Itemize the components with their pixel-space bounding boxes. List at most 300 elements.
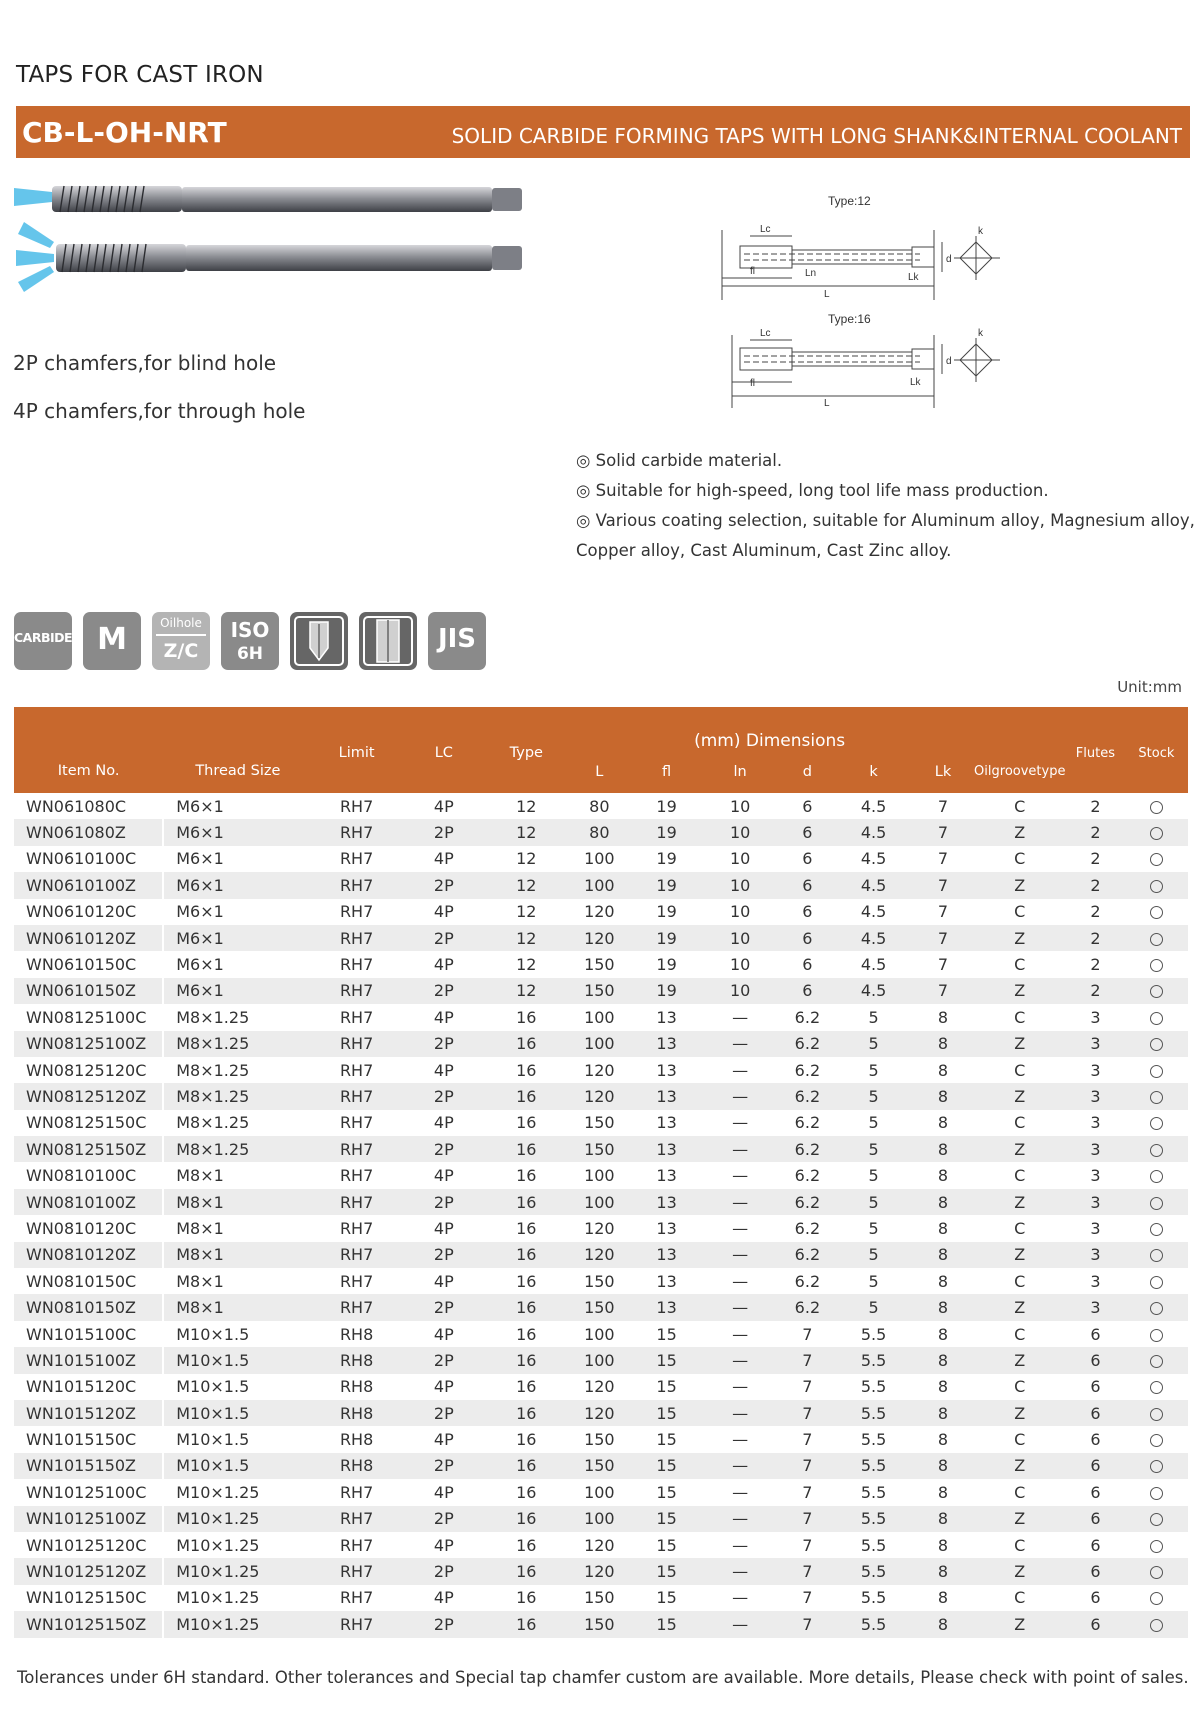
- table-cell: RH7: [312, 1242, 400, 1268]
- table-row: [14, 1558, 1188, 1584]
- stock-cell: [1125, 1585, 1188, 1611]
- table-cell: M8×1.25: [163, 1136, 312, 1162]
- table-cell: 15: [633, 1400, 700, 1426]
- table-cell: WN08125120C: [14, 1057, 163, 1083]
- table-cell: 150: [566, 1294, 633, 1320]
- svg-text:d: d: [946, 356, 952, 367]
- table-row: [14, 1479, 1188, 1505]
- table-cell: 16: [516, 1324, 537, 1344]
- table-cell: Z: [974, 1506, 1066, 1532]
- table-cell: 150: [584, 1271, 615, 1291]
- table-cell: —: [700, 1189, 780, 1215]
- table-cell: WN0610100Z: [14, 872, 163, 898]
- svg-text:k: k: [978, 328, 983, 339]
- table-cell: —: [700, 1558, 780, 1584]
- table-cell: 2P: [401, 1611, 487, 1637]
- table-cell: RH7: [312, 819, 400, 845]
- col-k: k: [835, 751, 913, 793]
- table-cell: WN10125120C: [14, 1532, 163, 1558]
- table-cell: —: [700, 1506, 780, 1532]
- stock-cell: [1125, 1162, 1188, 1188]
- col-flutes: Flutes: [1066, 707, 1125, 793]
- table-cell: RH7: [339, 1218, 374, 1238]
- table-cell: RH7: [339, 1113, 374, 1133]
- circle-icon: [1150, 1329, 1163, 1342]
- table-cell: RH7: [312, 1558, 400, 1584]
- table-cell: —: [732, 1166, 749, 1186]
- table-cell: 13: [656, 1007, 677, 1027]
- table-cell: 6: [1090, 1377, 1101, 1397]
- table-cell: 4.5: [860, 849, 887, 869]
- table-cell: Z: [974, 1558, 1066, 1584]
- table-cell: 7: [802, 1588, 813, 1608]
- table-cell: RH7: [339, 849, 374, 869]
- table-cell: 3: [1066, 1083, 1125, 1109]
- table-cell: Z: [974, 1242, 1066, 1268]
- table-cell: Z: [974, 978, 1066, 1004]
- stock-cell: [1125, 1136, 1188, 1162]
- table-cell: 3: [1090, 1113, 1101, 1133]
- table-cell: —: [700, 1031, 780, 1057]
- table-cell: 19: [656, 902, 677, 922]
- table-cell: 150: [584, 1430, 615, 1450]
- feature-item: ◎ Solid carbide material.: [576, 451, 783, 470]
- table-cell: RH7: [339, 1166, 374, 1186]
- table-cell: WN10125120Z: [14, 1558, 163, 1584]
- table-cell: 13: [656, 1218, 677, 1238]
- table-cell: 15: [656, 1377, 677, 1397]
- carbide-icon: CARBIDE: [14, 612, 72, 670]
- table-cell: M8×1: [163, 1189, 312, 1215]
- circle-icon: [1150, 933, 1163, 946]
- table-row: [14, 1110, 1188, 1136]
- circle-icon: [1150, 827, 1163, 840]
- table-cell: —: [732, 1007, 749, 1027]
- table-cell: 5: [835, 1031, 913, 1057]
- tap-4p-image: [14, 178, 524, 218]
- table-cell: 4P: [433, 1166, 454, 1186]
- table-cell: —: [700, 1453, 780, 1479]
- table-cell: RH7: [312, 1189, 400, 1215]
- stock-cell: [1125, 1479, 1188, 1505]
- table-cell: —: [732, 1535, 749, 1555]
- table-cell: Z: [974, 1453, 1066, 1479]
- table-cell: 4P: [433, 955, 454, 975]
- table-cell: —: [700, 1136, 780, 1162]
- table-cell: 12: [516, 955, 537, 975]
- table-cell: 6: [1066, 1506, 1125, 1532]
- table-cell: 2P: [401, 819, 487, 845]
- circle-icon: [1150, 880, 1163, 893]
- table-cell: M8×1: [163, 1242, 312, 1268]
- table-cell: —: [700, 1242, 780, 1268]
- table-cell: 19: [633, 925, 700, 951]
- stock-cell: [1125, 1057, 1188, 1083]
- stock-cell: [1125, 1031, 1188, 1057]
- table-cell: 16: [516, 1430, 537, 1450]
- table-cell: C: [1014, 1324, 1026, 1344]
- circle-icon: [1150, 1355, 1163, 1368]
- table-cell: C: [1014, 1482, 1026, 1502]
- table-cell: RH7: [339, 955, 374, 975]
- table-cell: 2P: [401, 1347, 487, 1373]
- table-cell: C: [1014, 1377, 1026, 1397]
- blind-hole-icon: [290, 612, 348, 670]
- table-cell: 16: [487, 1506, 566, 1532]
- table-cell: —: [732, 1588, 749, 1608]
- chamfer-4p-label: 4P chamfers,for through hole: [13, 399, 306, 423]
- circle-icon: [1150, 853, 1163, 866]
- svg-text:fl: fl: [750, 378, 755, 389]
- table-cell: 8: [937, 1430, 949, 1450]
- table-cell: 2P: [401, 1558, 487, 1584]
- diagram-type16-label: Type:16: [828, 312, 871, 326]
- table-cell: —: [700, 1347, 780, 1373]
- table-cell: 16: [516, 1482, 537, 1502]
- table-cell: WN08125100Z: [14, 1031, 163, 1057]
- table-cell: 15: [656, 1588, 677, 1608]
- table-cell: 16: [516, 1007, 537, 1027]
- circle-icon: [1150, 1540, 1163, 1553]
- table-cell: 4P: [433, 1218, 454, 1238]
- table-cell: 4P: [433, 1007, 454, 1027]
- table-cell: 8: [912, 1083, 973, 1109]
- table-cell: Z: [974, 1083, 1066, 1109]
- circle-icon: [1150, 1619, 1163, 1632]
- table-cell: WN1015150Z: [14, 1453, 163, 1479]
- table-cell: 5.5: [835, 1611, 913, 1637]
- table-cell: 7: [937, 902, 949, 922]
- table-cell: WN08125100C: [14, 1004, 163, 1030]
- svg-text:fl: fl: [750, 266, 755, 277]
- table-cell: 8: [937, 1007, 949, 1027]
- stock-cell: [1125, 899, 1188, 925]
- circle-icon: [1150, 1170, 1163, 1183]
- category-heading: TAPS FOR CAST IRON: [16, 62, 264, 88]
- circle-icon: [1150, 1513, 1163, 1526]
- table-cell: 6: [1066, 1347, 1125, 1373]
- table-cell: M8×1: [163, 1294, 312, 1320]
- tap-outline-type16: [732, 335, 942, 408]
- table-cell: 6.2: [794, 1218, 821, 1238]
- table-cell: 6: [1066, 1400, 1125, 1426]
- table-cell: 2P: [401, 1136, 487, 1162]
- table-row: [14, 846, 1188, 872]
- stock-cell: [1125, 1558, 1188, 1584]
- table-cell: M8×1: [176, 1166, 224, 1186]
- table-row: [14, 1136, 1188, 1162]
- specification-table: [14, 707, 1188, 1638]
- col-ln: ln: [700, 751, 780, 793]
- stock-cell: [1125, 1400, 1188, 1426]
- table-cell: 3: [1066, 1294, 1125, 1320]
- table-cell: RH7: [339, 1482, 374, 1502]
- table-cell: 19: [656, 796, 677, 816]
- table-cell: 16: [487, 1347, 566, 1373]
- table-cell: 2P: [401, 925, 487, 951]
- table-cell: C: [1014, 1430, 1026, 1450]
- table-cell: 8: [912, 1189, 973, 1215]
- table-cell: —: [732, 1430, 749, 1450]
- table-cell: 6: [802, 796, 813, 816]
- table-cell: RH7: [312, 1136, 400, 1162]
- table-cell: 16: [516, 1166, 537, 1186]
- table-cell: 2: [1090, 955, 1101, 975]
- table-cell: 6.2: [780, 1294, 835, 1320]
- table-cell: 4P: [433, 902, 454, 922]
- table-cell: 16: [516, 1588, 537, 1608]
- table-cell: 10: [700, 978, 780, 1004]
- table-cell: 120: [584, 1060, 615, 1080]
- table-cell: M10×1.25: [163, 1506, 312, 1532]
- table-cell: Z: [974, 1347, 1066, 1373]
- table-cell: RH7: [312, 978, 400, 1004]
- table-cell: 4.5: [835, 925, 913, 951]
- stock-cell: [1125, 1110, 1188, 1136]
- table-cell: 13: [656, 1166, 677, 1186]
- table-row: [14, 1400, 1188, 1426]
- table-cell: 15: [633, 1453, 700, 1479]
- table-cell: 10: [729, 902, 751, 922]
- table-cell: 15: [656, 1324, 677, 1344]
- table-cell: 16: [516, 1218, 537, 1238]
- table-cell: 150: [584, 1113, 615, 1133]
- stock-cell: [1125, 1611, 1188, 1637]
- circle-icon: [1150, 1434, 1163, 1447]
- table-cell: 4P: [433, 849, 454, 869]
- table-cell: Z: [974, 925, 1066, 951]
- table-cell: 16: [487, 1400, 566, 1426]
- table-row: [14, 793, 1188, 819]
- table-cell: M10×1.5: [163, 1347, 312, 1373]
- table-cell: 4P: [433, 1430, 454, 1450]
- table-cell: 8: [912, 1453, 973, 1479]
- table-cell: WN10125150C: [14, 1585, 163, 1611]
- circle-icon: [1150, 1276, 1163, 1289]
- table-cell: 100: [566, 1347, 633, 1373]
- stock-cell: [1125, 978, 1188, 1004]
- table-cell: 2: [1090, 902, 1101, 922]
- table-cell: 4.5: [860, 796, 887, 816]
- table-cell: 120: [566, 1242, 633, 1268]
- table-cell: 150: [584, 955, 615, 975]
- stock-cell: [1125, 1426, 1188, 1452]
- table-row: [14, 1426, 1188, 1452]
- table-cell: WN0610100C: [14, 846, 163, 872]
- table-cell: 150: [566, 978, 633, 1004]
- stock-cell: [1125, 1083, 1188, 1109]
- dimensions-title: (mm) Dimensions: [566, 707, 974, 751]
- table-cell: 120: [566, 1400, 633, 1426]
- table-row: [14, 1506, 1188, 1532]
- stock-cell: [1125, 1189, 1188, 1215]
- table-cell: 5.5: [835, 1506, 913, 1532]
- col-thread-size: Thread Size: [163, 707, 312, 793]
- table-cell: Z: [974, 1611, 1066, 1637]
- table-cell: RH8: [339, 1430, 374, 1450]
- table-cell: M8×1.25: [163, 1083, 312, 1109]
- table-cell: M8×1.25: [176, 1060, 250, 1080]
- table-cell: 7: [912, 872, 973, 898]
- table-cell: 10: [729, 796, 751, 816]
- table-cell: 12: [516, 849, 537, 869]
- table-cell: RH7: [312, 1031, 400, 1057]
- table-cell: 12: [487, 872, 566, 898]
- table-cell: 8: [912, 1611, 973, 1637]
- table-cell: 2: [1066, 872, 1125, 898]
- table-cell: Z: [974, 1400, 1066, 1426]
- circle-icon: [1150, 1460, 1163, 1473]
- table-cell: WN0810150Z: [14, 1294, 163, 1320]
- table-row: [14, 1374, 1188, 1400]
- table-cell: 13: [656, 1060, 677, 1080]
- table-cell: 2P: [401, 1453, 487, 1479]
- table-cell: M10×1.5: [163, 1453, 312, 1479]
- table-cell: Z: [974, 1189, 1066, 1215]
- table-cell: 7: [780, 1453, 835, 1479]
- table-cell: 19: [633, 819, 700, 845]
- stock-cell: [1125, 872, 1188, 898]
- table-cell: 16: [516, 1535, 537, 1555]
- table-cell: 5.5: [835, 1453, 913, 1479]
- table-row: [14, 1162, 1188, 1188]
- table-cell: 150: [566, 1453, 633, 1479]
- table-cell: 8: [937, 1113, 949, 1133]
- table-cell: 80: [589, 796, 610, 816]
- table-cell: 8: [937, 1324, 949, 1344]
- circle-icon: [1150, 1091, 1163, 1104]
- table-cell: RH7: [339, 1271, 374, 1291]
- square-section-type12: [954, 236, 1000, 280]
- table-cell: 12: [487, 978, 566, 1004]
- table-cell: —: [732, 1271, 749, 1291]
- table-cell: 16: [487, 1083, 566, 1109]
- table-cell: 2P: [401, 978, 487, 1004]
- table-cell: 6.2: [780, 1189, 835, 1215]
- table-cell: M8×1.25: [163, 1031, 312, 1057]
- table-cell: 5: [835, 1083, 913, 1109]
- table-cell: 13: [633, 1189, 700, 1215]
- table-cell: 5: [868, 1218, 879, 1238]
- table-cell: —: [700, 1400, 780, 1426]
- table-cell: 6.2: [794, 1166, 821, 1186]
- table-cell: M6×1: [163, 978, 312, 1004]
- table-row: [14, 1083, 1188, 1109]
- table-cell: 6: [1090, 1535, 1101, 1555]
- table-cell: WN08125150C: [14, 1110, 163, 1136]
- table-cell: 19: [633, 872, 700, 898]
- table-cell: Z: [974, 819, 1066, 845]
- table-cell: M8×1: [176, 1218, 224, 1238]
- table-cell: 8: [937, 1166, 949, 1186]
- table-cell: C: [1014, 1007, 1026, 1027]
- dimension-diagrams: [710, 190, 1040, 420]
- circle-icon: [1150, 959, 1163, 972]
- table-cell: 4.5: [835, 872, 913, 898]
- col-type: Type: [487, 707, 566, 793]
- table-cell: 6.2: [794, 1113, 821, 1133]
- table-cell: 7: [802, 1324, 813, 1344]
- stock-cell: [1125, 951, 1188, 977]
- table-cell: RH7: [339, 1060, 374, 1080]
- table-cell: M10×1.25: [176, 1588, 260, 1608]
- table-cell: WN10125150Z: [14, 1611, 163, 1637]
- table-cell: C: [1014, 1060, 1026, 1080]
- table-cell: 6.2: [780, 1242, 835, 1268]
- table-cell: 7: [937, 796, 949, 816]
- circle-icon: [1150, 985, 1163, 998]
- table-cell: 5.5: [860, 1482, 887, 1502]
- table-row: [14, 1268, 1188, 1294]
- table-cell: M8×1: [176, 1271, 224, 1291]
- table-cell: 7: [912, 819, 973, 845]
- oilhole-icon: Oilhole Z/C: [152, 612, 210, 670]
- table-cell: 3: [1066, 1136, 1125, 1162]
- table-cell: 100: [566, 872, 633, 898]
- table-cell: C: [1014, 1113, 1026, 1133]
- table-cell: 6.2: [780, 1136, 835, 1162]
- table-row: [14, 1347, 1188, 1373]
- table-cell: WN1015100C: [14, 1321, 163, 1347]
- table-cell: 2P: [401, 872, 487, 898]
- table-cell: 10: [700, 925, 780, 951]
- svg-text:Lk: Lk: [908, 272, 919, 283]
- stock-cell: [1125, 1453, 1188, 1479]
- table-cell: M10×1.5: [176, 1430, 250, 1450]
- table-cell: 19: [656, 955, 677, 975]
- table-cell: 6: [1066, 1611, 1125, 1637]
- svg-text:L: L: [824, 398, 830, 409]
- tap-outline-type12: [722, 230, 942, 300]
- table-cell: WN1015120Z: [14, 1400, 163, 1426]
- stock-cell: [1125, 1532, 1188, 1558]
- table-row: [14, 1294, 1188, 1320]
- table-cell: 4P: [433, 1588, 454, 1608]
- table-row: [14, 1189, 1188, 1215]
- table-cell: WN0610120C: [14, 899, 163, 925]
- table-cell: 3: [1090, 1271, 1101, 1291]
- table-cell: 5.5: [860, 1588, 887, 1608]
- table-cell: 7: [802, 1482, 813, 1502]
- table-cell: 10: [729, 849, 751, 869]
- table-cell: WN0810120C: [14, 1215, 163, 1241]
- table-cell: M10×1.25: [176, 1535, 260, 1555]
- table-cell: 15: [633, 1611, 700, 1637]
- col-lk: Lk: [912, 751, 973, 793]
- table-cell: RH7: [339, 1588, 374, 1608]
- table-cell: 5: [835, 1294, 913, 1320]
- table-row: [14, 1004, 1188, 1030]
- table-cell: 15: [633, 1506, 700, 1532]
- table-cell: 6: [1090, 1588, 1101, 1608]
- table-cell: RH7: [312, 1611, 400, 1637]
- table-row: [14, 1031, 1188, 1057]
- table-cell: 4P: [433, 1535, 454, 1555]
- table-cell: 6.2: [780, 1031, 835, 1057]
- table-cell: 16: [487, 1453, 566, 1479]
- table-cell: 12: [516, 796, 537, 816]
- table-cell: 3: [1066, 1031, 1125, 1057]
- circle-icon: [1150, 1197, 1163, 1210]
- col-lc: LC: [401, 707, 487, 793]
- col-limit: Limit: [312, 707, 400, 793]
- table-cell: C: [1014, 902, 1026, 922]
- table-cell: 100: [584, 1007, 615, 1027]
- table-row: [14, 1453, 1188, 1479]
- table-cell: 5.5: [860, 1377, 887, 1397]
- table-cell: —: [732, 1324, 749, 1344]
- table-cell: C: [1014, 849, 1026, 869]
